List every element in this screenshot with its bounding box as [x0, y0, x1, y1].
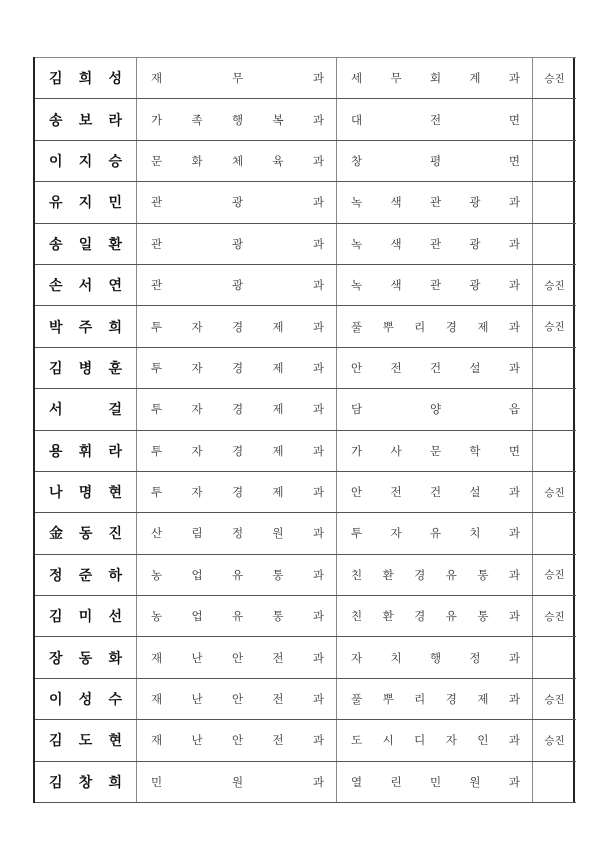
new-department: 안 전 건 설 과 — [351, 485, 520, 500]
new-department-cell — [337, 306, 533, 347]
new-department-cell — [337, 678, 533, 719]
person-name-cell — [35, 720, 137, 761]
table-row — [35, 596, 576, 637]
previous-department-cell — [137, 761, 337, 802]
previous-department-cell — [137, 471, 337, 512]
person-name: 송 일 환 — [49, 236, 122, 253]
previous-department-cell — [137, 140, 337, 181]
table-row — [35, 99, 576, 140]
previous-department: 투 자 경 제 과 — [151, 485, 324, 500]
new-department-cell — [337, 264, 533, 305]
person-name: 김 미 선 — [49, 609, 122, 626]
new-department: 가 사 문 학 면 — [351, 443, 520, 458]
person-name: 유 지 민 — [49, 195, 122, 212]
previous-department: 농 업 유 통 과 — [151, 567, 324, 582]
previous-department-cell — [137, 58, 337, 99]
table-row — [35, 761, 576, 802]
person-name-cell — [35, 347, 137, 388]
new-department: 창 평 면 — [351, 153, 520, 168]
person-name-cell — [35, 140, 137, 181]
remark-cell — [533, 182, 577, 223]
remark-cell — [533, 389, 577, 430]
previous-department-cell — [137, 596, 337, 637]
person-name: 나 명 현 — [49, 485, 122, 502]
remark-cell — [533, 58, 577, 99]
person-name-cell — [35, 264, 137, 305]
person-name: 서 걸 — [49, 402, 122, 419]
remark: 승진 — [544, 321, 565, 334]
table-row — [35, 430, 576, 471]
person-name-cell — [35, 306, 137, 347]
table-row — [35, 471, 576, 512]
person-name: 박 주 희 — [49, 319, 122, 336]
person-name-cell — [35, 596, 137, 637]
person-name-cell — [35, 58, 137, 99]
new-department: 담 양 읍 — [351, 402, 520, 417]
remark: 승진 — [544, 569, 565, 582]
previous-department: 재 난 안 전 과 — [151, 692, 324, 707]
personnel-table-frame — [33, 57, 575, 803]
previous-department-cell — [137, 99, 337, 140]
remark: 승진 — [544, 610, 565, 623]
person-name: 이 지 승 — [49, 153, 122, 170]
person-name-cell — [35, 471, 137, 512]
remark: 승진 — [544, 486, 565, 499]
table-row — [35, 720, 576, 761]
previous-department-cell — [137, 347, 337, 388]
person-name-cell — [35, 513, 137, 554]
remark-cell — [533, 513, 577, 554]
person-name: 김 희 성 — [49, 71, 122, 88]
person-name-cell — [35, 554, 137, 595]
new-department-cell — [337, 554, 533, 595]
person-name-cell — [35, 223, 137, 264]
table-row — [35, 223, 576, 264]
person-name-cell — [35, 430, 137, 471]
person-name-cell — [35, 637, 137, 678]
remark-cell — [533, 678, 577, 719]
new-department: 대 전 면 — [351, 112, 520, 127]
new-department-cell — [337, 223, 533, 264]
previous-department-cell — [137, 430, 337, 471]
previous-department-cell — [137, 306, 337, 347]
table-row — [35, 58, 576, 99]
new-department-cell — [337, 471, 533, 512]
remark: 승진 — [544, 693, 565, 706]
new-department-cell — [337, 596, 533, 637]
table-row — [35, 140, 576, 181]
new-department-cell — [337, 99, 533, 140]
person-name: 용 휘 라 — [49, 443, 122, 460]
table-row — [35, 264, 576, 305]
table-row — [35, 637, 576, 678]
table-row — [35, 389, 576, 430]
remark: 승진 — [544, 279, 565, 292]
previous-department: 재 난 안 전 과 — [151, 650, 324, 665]
new-department: 열 린 민 원 과 — [351, 774, 520, 789]
person-name: 송 보 라 — [49, 112, 122, 129]
previous-department: 투 자 경 제 과 — [151, 402, 324, 417]
person-name: 이 성 수 — [49, 692, 122, 709]
previous-department: 관 광 과 — [151, 195, 324, 210]
previous-department-cell — [137, 389, 337, 430]
new-department: 녹 색 관 광 과 — [351, 278, 520, 293]
remark-cell — [533, 471, 577, 512]
previous-department: 민 원 과 — [151, 774, 324, 789]
previous-department: 관 광 과 — [151, 278, 324, 293]
table-row — [35, 513, 576, 554]
new-department-cell — [337, 182, 533, 223]
new-department-cell — [337, 430, 533, 471]
remark-cell — [533, 306, 577, 347]
remark-cell — [533, 637, 577, 678]
new-department: 투 자 유 치 과 — [351, 526, 520, 541]
remark-cell — [533, 140, 577, 181]
person-name: 金 동 진 — [49, 526, 122, 543]
new-department: 안 전 건 설 과 — [351, 360, 520, 375]
new-department-cell — [337, 513, 533, 554]
remark: 승진 — [544, 734, 565, 747]
remark-cell — [533, 347, 577, 388]
previous-department: 산 림 정 원 과 — [151, 526, 324, 541]
previous-department: 문 화 체 육 과 — [151, 153, 324, 168]
new-department-cell — [337, 637, 533, 678]
new-department: 도 시 디 자 인 과 — [351, 733, 520, 748]
table-row — [35, 554, 576, 595]
new-department-cell — [337, 58, 533, 99]
remark-cell — [533, 99, 577, 140]
table-body — [35, 58, 576, 803]
person-name-cell — [35, 678, 137, 719]
new-department: 녹 색 관 광 과 — [351, 236, 520, 251]
new-department: 녹 색 관 광 과 — [351, 195, 520, 210]
previous-department: 관 광 과 — [151, 236, 324, 251]
person-name: 김 창 희 — [49, 774, 122, 791]
previous-department: 재 난 안 전 과 — [151, 733, 324, 748]
previous-department-cell — [137, 264, 337, 305]
previous-department: 농 업 유 통 과 — [151, 609, 324, 624]
table-row — [35, 678, 576, 719]
table-row — [35, 182, 576, 223]
person-name-cell — [35, 761, 137, 802]
person-name: 정 준 하 — [49, 567, 122, 584]
personnel-transfer-table — [35, 57, 576, 803]
person-name: 김 병 훈 — [49, 360, 122, 377]
previous-department: 가 족 행 복 과 — [151, 112, 324, 127]
previous-department-cell — [137, 223, 337, 264]
new-department: 친 환 경 유 통 과 — [351, 609, 520, 624]
previous-department-cell — [137, 554, 337, 595]
person-name: 손 서 연 — [49, 278, 122, 295]
remark-cell — [533, 223, 577, 264]
remark-cell — [533, 720, 577, 761]
new-department: 자 치 행 정 과 — [351, 650, 520, 665]
remark-cell — [533, 761, 577, 802]
previous-department: 투 자 경 제 과 — [151, 443, 324, 458]
new-department-cell — [337, 140, 533, 181]
previous-department-cell — [137, 637, 337, 678]
remark-cell — [533, 554, 577, 595]
new-department: 풀 뿌 리 경 제 과 — [351, 692, 520, 707]
remark-cell — [533, 596, 577, 637]
previous-department-cell — [137, 720, 337, 761]
previous-department-cell — [137, 513, 337, 554]
new-department: 풀 뿌 리 경 제 과 — [351, 319, 520, 334]
person-name: 장 동 화 — [49, 650, 122, 667]
remark-cell — [533, 430, 577, 471]
new-department-cell — [337, 347, 533, 388]
remark-cell — [533, 264, 577, 305]
table-row — [35, 306, 576, 347]
new-department-cell — [337, 720, 533, 761]
previous-department: 재 무 과 — [151, 71, 324, 86]
person-name-cell — [35, 99, 137, 140]
previous-department-cell — [137, 182, 337, 223]
person-name-cell — [35, 389, 137, 430]
person-name-cell — [35, 182, 137, 223]
remark: 승진 — [544, 72, 565, 85]
table-row — [35, 347, 576, 388]
new-department: 친 환 경 유 통 과 — [351, 567, 520, 582]
new-department: 세 무 회 계 과 — [351, 71, 520, 86]
previous-department: 투 자 경 제 과 — [151, 360, 324, 375]
previous-department-cell — [137, 678, 337, 719]
person-name: 김 도 현 — [49, 733, 122, 750]
new-department-cell — [337, 761, 533, 802]
new-department-cell — [337, 389, 533, 430]
previous-department: 투 자 경 제 과 — [151, 319, 324, 334]
